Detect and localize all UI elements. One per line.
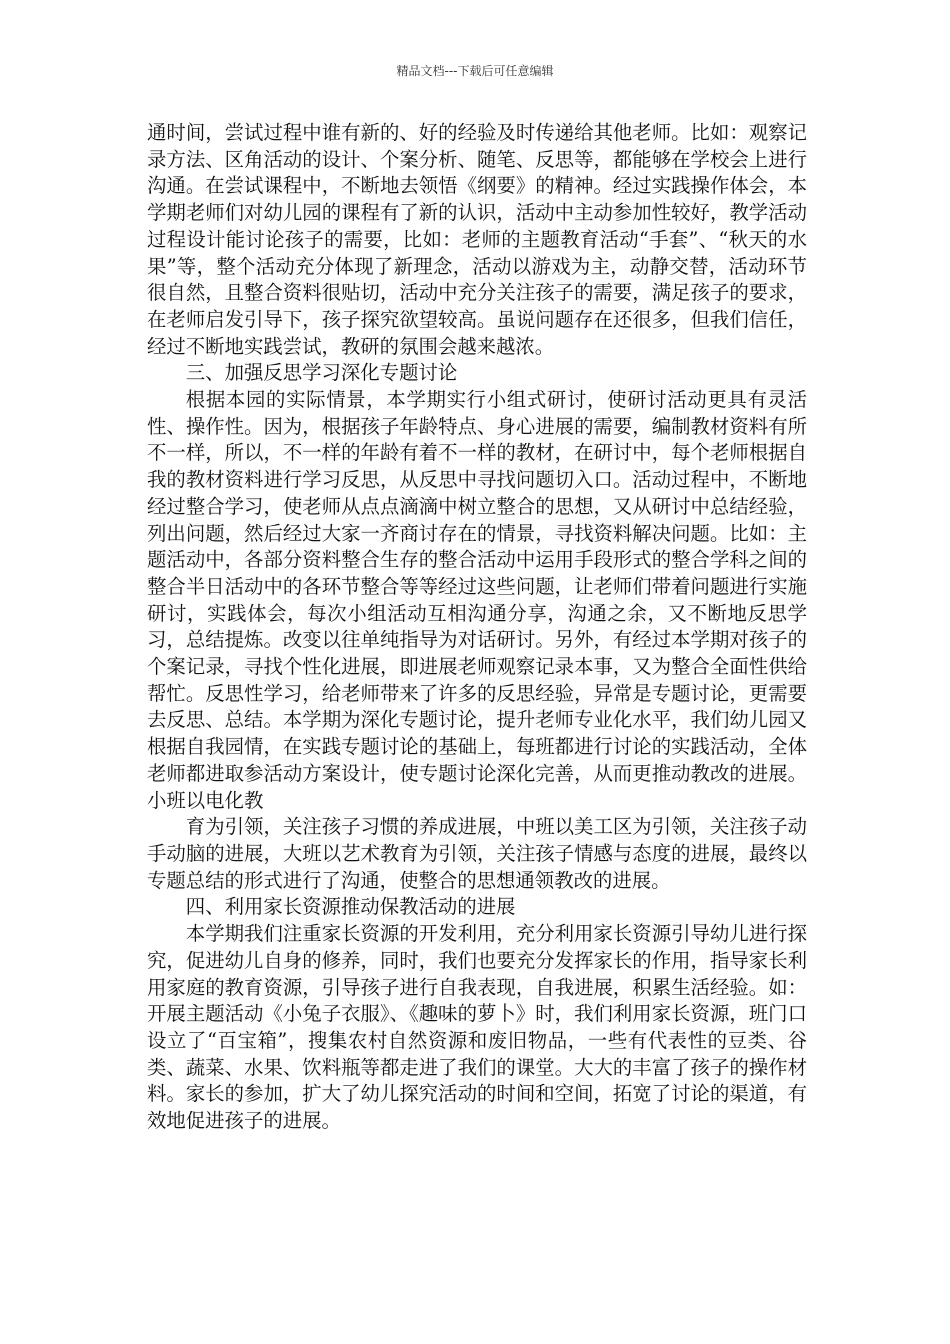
paragraph-1: 通时间，尝试过程中谁有新的、好的经验及时传递给其他老师。比如：观察记录方法、区角活动的设计、个案分析、随笔、反思等，都能够在学校会上进行沟通。在尝试课程中，不断地去领悟《纲要》的精神。经过实践操作体会，本学期老师们对幼儿园的课程有了新的认识，活动中主动参加性较好，教学活动过程设计能讨论孩子的需要，比如：老师的主题教育活动“手套”、“秋天的水果”等，整个活动充分体现了新理念，活动以游戏为主，动静交替，活动环节很自然，且整合资料很贴切，活动中充分关注孩子的需要，满足孩子的要求，在老师启发引导下，孩子探究欲望较高。虽说问题存在还很多，但我们信任，经过不断地实践尝试，教研的氛围会越来越浓。	[147, 121, 807, 358]
paragraph-2: 根据本园的实际情景，本学期实行小组式研讨，使研讨活动更具有灵活性、操作性。因为，根据孩子年龄特点、身心进展的需要，编制教材资料有所不一样，所以，不一样的年龄有着不一样的教材，在研讨中，每个老师根据自我的教材资料进行学习反思，从反思中寻找问题切入口。活动过程中，不断地经过整合学习，使老师从点点滴滴中树立整合的思想，又从研讨中总结经验，列出问题，然后经过大家一齐商讨存在的情景，寻找资料解决问题。比如：主题活动中，各部分资料整合生存的整合活动中运用手段形式的整合学科之间的整合半日活动中的各环节整合等等经过这些问题，让老师们带着问题进行实施研讨，实践体会，每次小组活动互相沟通分享，沟通之余，又不断地反思学习，总结提炼。改变以往单纯指导为对话研讨。另外，有经过本学期对孩子的个案记录，寻找个性化进展，即进展老师观察记录本事，又为整合全面性供给帮忙。反思性学习，给老师带来了许多的反思经验，异常是专题讨论，更需要去反思、总结。本学期为深化专题讨论，提升老师专业化水平，我们幼儿园又根据自我园情，在实践专题讨论的基础上，每班都进行讨论的实践活动，全体老师都进取参活动方案设计，使专题讨论深化完善，从而更推动教改的进展。小班以电化教	[147, 388, 807, 812]
section-heading-4: 四、利用家长资源推动保教活动的进展	[185, 895, 516, 919]
section-heading-3: 三、加强反思学习深化专题讨论	[185, 361, 458, 385]
paragraph-3: 育为引领，关注孩子习惯的养成进展，中班以美工区为引领，关注孩子动手动脑的进展，大班以艺术教育为引领，关注孩子情感与态度的进展，最终以专题总结的形式进行了沟通，使整合的思想通领教改的进展。	[147, 815, 807, 892]
paragraph-4: 本学期我们注重家长资源的开发利用，充分利用家长资源引导幼儿进行探究，促进幼儿自身的修养，同时，我们也要充分发挥家长的作用，指导家长利用家庭的教育资源，引导孩子进行自我表现，自我进展，积累生活经验。如：开展主题活动《小兔子衣服》、《趣味的萝卜》时，我们利用家长资源，班门口设立了“百宝箱”，搜集农村自然资源和废旧物品，一些有代表性的豆类、谷类、蔬菜、水果、饮料瓶等都走进了我们的课堂。大大的丰富了孩子的操作材料。家长的参加，扩大了幼儿探究活动的时间和空间，拓宽了讨论的渠道，有效地促进孩子的进展。	[147, 922, 807, 1133]
document-body	[147, 120, 807, 1135]
page-header: 精品文档---下载后可任意编辑	[396, 64, 554, 78]
